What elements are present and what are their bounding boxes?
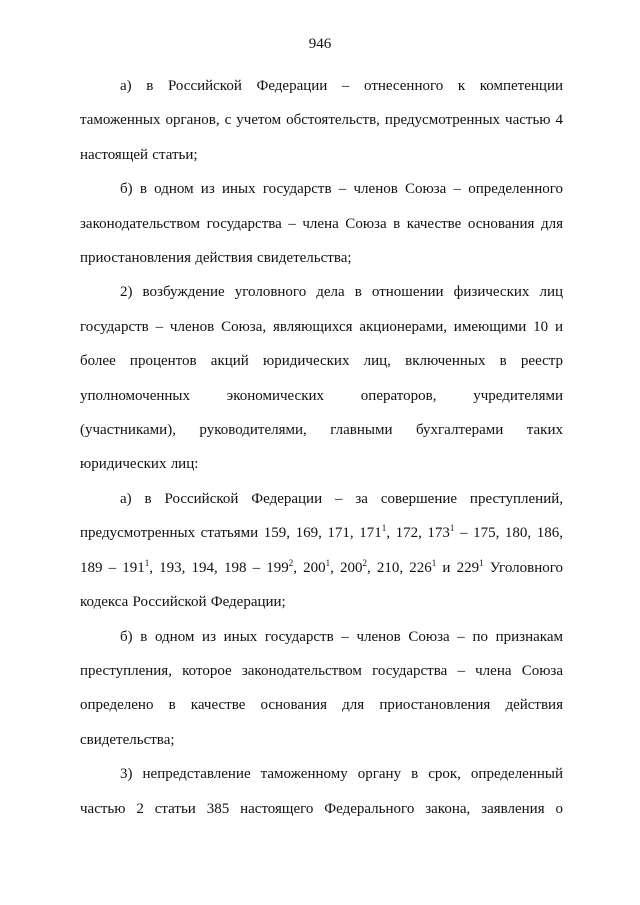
superscript: 1: [325, 557, 331, 568]
document-body: [80, 69, 563, 826]
superscript: 1: [431, 557, 437, 568]
superscript: 2: [362, 557, 368, 568]
superscript: 1: [144, 557, 150, 568]
text-segment: , 200: [330, 559, 363, 576]
text-segment: – 175, 180, 186, 189 – 191: [80, 525, 564, 576]
text-segment: , 193, 194, 198 – 199: [149, 559, 289, 576]
paragraph-3-non-submission: 3) непредставление таможенному органу в срок, определенный частью 2 статьи 385 настоящего Федерального закона, заявления о: [80, 766, 563, 817]
paragraph-a-russia-customs: а) в Российской Федерации – отнесенного к компетенции таможенных органов, с учетом обстоятельств, предусмотренных частью 4 настоящей статьи;: [80, 78, 563, 163]
paragraph-b-other-states-crime: б) в одном из иных государств – членов Союза – по признакам преступления, которое законодательством государства – члена Союза определено в качестве основания для приостановления действия свидетельства;: [80, 628, 563, 748]
text-segment: Уголовного кодекса Российской Федерации;: [80, 559, 564, 611]
text-segment: и 229: [436, 559, 480, 576]
superscript: 2: [288, 557, 294, 568]
superscript: 1: [479, 557, 484, 568]
paragraph-a-criminal-code-articles: [80, 482, 563, 620]
superscript: 1: [449, 523, 455, 534]
text-segment: а) в Российской Федерации – за совершение преступлений, предусмотренных статьями 159, 169, 171, 171: [80, 490, 563, 542]
text-segment: , 172, 173: [386, 525, 450, 542]
text-segment: , 210, 226: [367, 559, 432, 576]
superscript: 1: [381, 523, 387, 534]
paragraph-2-criminal-case: 2) возбуждение уголовного дела в отношении физических лиц государств – членов Союза, являющихся акционерами, имеющими 10 и более процентов акций юридических лиц, включенных в реестр уполномоченных экономических операторов, учредителями (участниками), руководителями, главными бухгалтерами таких юридических лиц:: [80, 284, 563, 473]
paragraph-b-other-states-suspension: б) в одном из иных государств – членов Союза – определенного законодательством государства – члена Союза в качестве основания для приостановления действия свидетельства;: [80, 181, 563, 267]
text-segment: , 200: [293, 559, 326, 576]
page-number: 946: [308, 36, 332, 52]
